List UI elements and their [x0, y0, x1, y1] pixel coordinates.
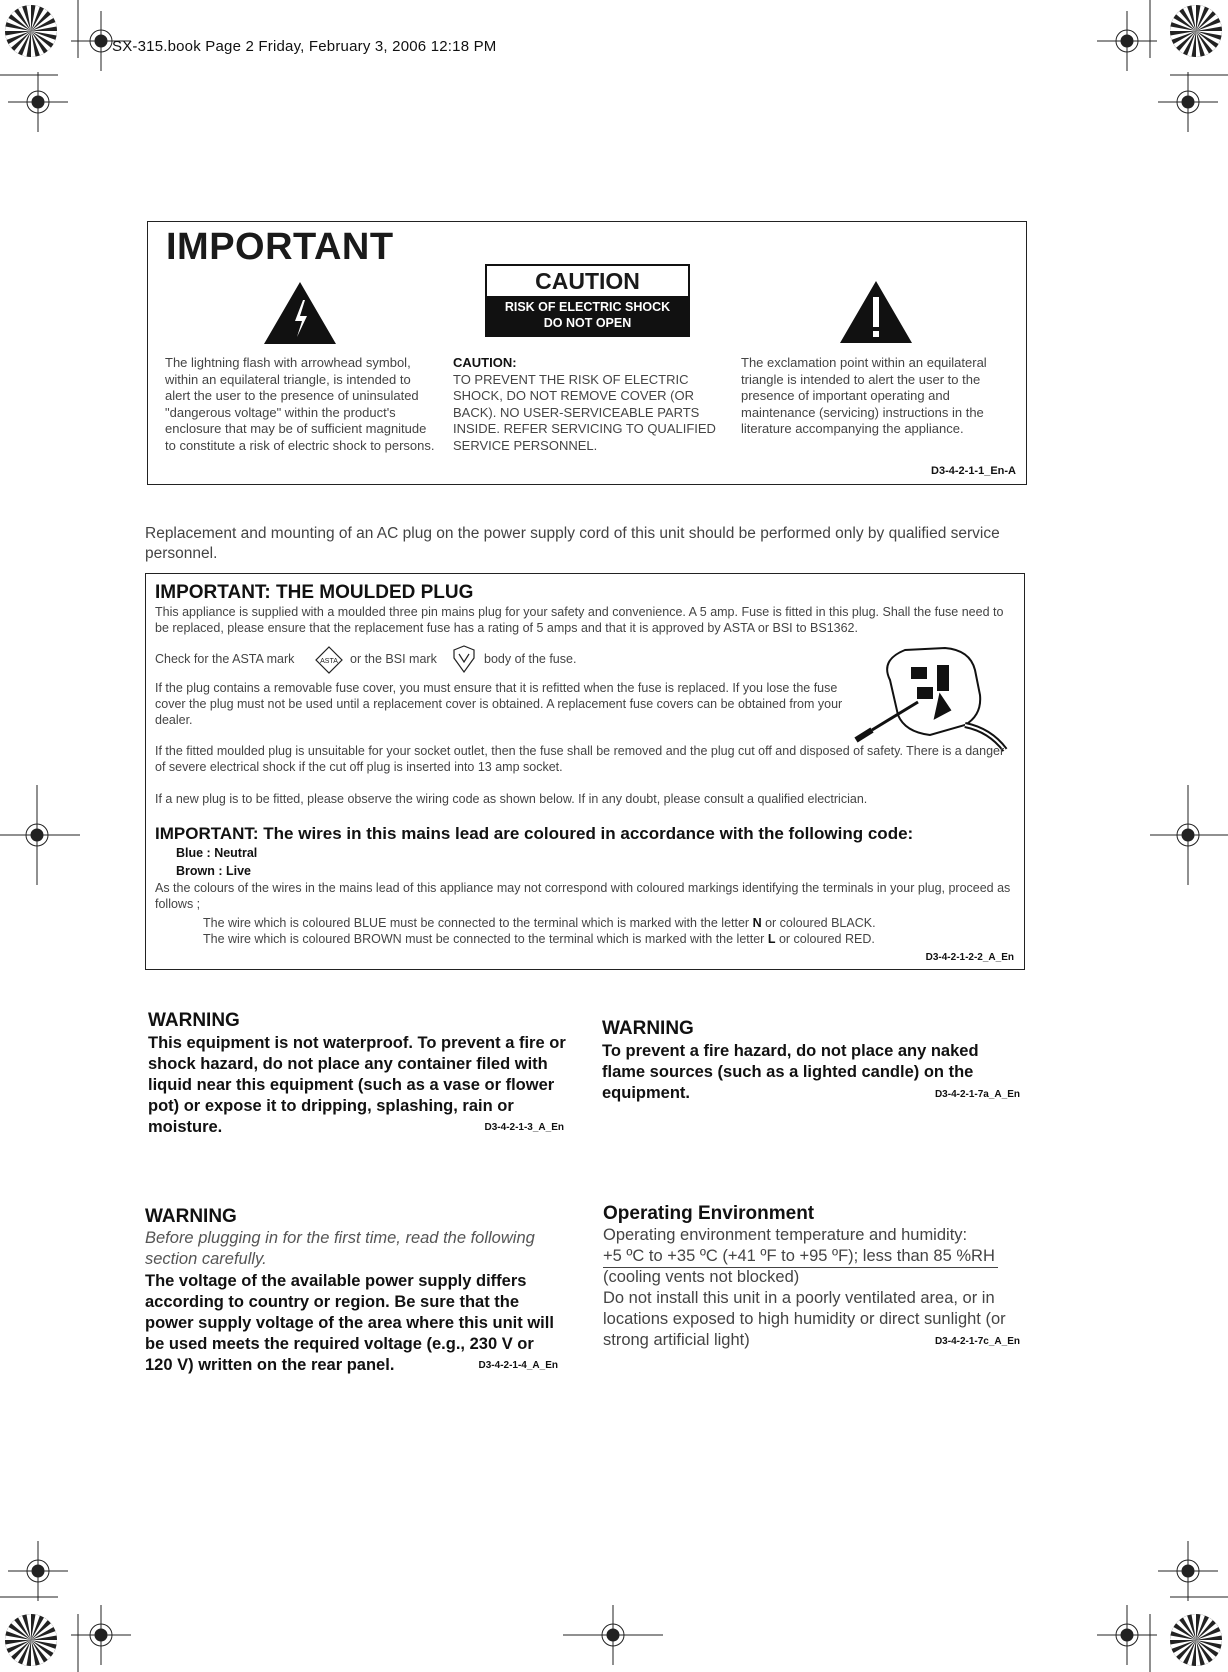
book-header: SX-315.book Page 2 Friday, February 3, 2006 12:18 PM	[112, 38, 497, 55]
starburst-target-icon	[1168, 1612, 1224, 1668]
brown-live: Brown : Live	[176, 864, 252, 878]
exclamation-description: The exclamation point within an equilateral triangle is intended to alert the user to the presence of important operating and maintenance (servicing) instructions in the literature accompanying the appliance.	[741, 355, 987, 436]
environment-line-3: (cooling vents not blocked)	[603, 1268, 800, 1286]
registration-target-icon	[8, 1541, 68, 1601]
blue-neutral: Blue : Neutral	[176, 846, 258, 860]
plug-title: IMPORTANT: THE MOULDED PLUG	[155, 582, 474, 603]
environment-line-1: Operating environment temperature and humidity:	[603, 1226, 968, 1244]
environment-text: Do not install this unit in a poorly ventilated area, or in locations exposed to high humidity or direct sunlight (or strong artificial light)	[603, 1289, 1006, 1349]
fuse-body-text: body of the fuse.	[484, 652, 577, 666]
starburst-target-icon	[3, 1612, 59, 1668]
wires-heading: IMPORTANT: The wires in this mains lead are coloured in accordance with the following code:	[155, 824, 914, 843]
registration-target-icon	[1097, 11, 1157, 71]
asta-mark-icon	[314, 645, 344, 675]
important-code: D3-4-2-1-1_En-A	[931, 465, 1016, 477]
warning-3-heading: WARNING	[145, 1206, 237, 1227]
plug-paragraph-4: If a new plug is to be fitted, please observe the wiring code as shown below. If in any doubt, please consult a qualified electrician.	[155, 792, 868, 806]
exclamation-warning-icon	[838, 279, 914, 345]
caution-label	[485, 264, 690, 337]
environment-heading: Operating Environment	[603, 1203, 815, 1224]
registration-target-icon	[1158, 1541, 1218, 1601]
replacement-notice: Replacement and mounting of an AC plug on the power supply cord of this unit should be performed only by qualified service personnel.	[145, 525, 1000, 562]
lightning-description: The lightning flash with arrowhead symbol, within an equilateral triangle, is intended to alert the user to the presence of uninsulated "dangerous voltage" within the product's enclosure that may be of sufficient magnitude to constitute a risk of electric shock to persons.	[165, 355, 435, 453]
caution-heading: CAUTION:	[453, 355, 517, 370]
registration-target-icon	[8, 72, 68, 132]
blue-wire-letter: N	[752, 916, 762, 930]
blue-wire-text: The wire which is coloured BLUE must be connected to the terminal which is marked with the letter	[203, 916, 753, 930]
warning-3-text: The voltage of the available power supply differs according to country or region. Be sure that the power supply voltage of the area where this unit will be used meets the required voltage (e.g., 230 V or 120 V) written on the rear panel.	[145, 1272, 554, 1374]
warning-1-code: D3-4-2-1-3_A_En	[484, 1122, 564, 1133]
plug-paragraph-5: As the colours of the wires in the mains lead of this appliance may not correspond with coloured markings identifying the terminals in your plug, proceed as follows ;	[155, 881, 1011, 911]
caution-body: TO PREVENT THE RISK OF ELECTRIC SHOCK, DO NOT REMOVE COVER (OR BACK). NO USER-SERVICEABLE PARTS INSIDE. REFER SERVICING TO QUALIFIED SERVICE PERSONNEL.	[453, 371, 716, 453]
registration-target-icon	[563, 1605, 663, 1665]
starburst-target-icon	[3, 3, 59, 59]
bsi-kitemark-icon	[451, 644, 477, 674]
plug-code: D3-4-2-1-2-2_A_En	[925, 952, 1014, 963]
blue-wire-instruction	[203, 915, 1013, 931]
warning-2-text: To prevent a fire hazard, do not place any naked flame sources (such as a lighted candle) on the equipment.	[602, 1042, 979, 1102]
warning-3-code: D3-4-2-1-4_A_En	[478, 1360, 558, 1371]
registration-target-icon	[0, 785, 80, 885]
starburst-target-icon	[1168, 3, 1224, 59]
important-title: IMPORTANT	[166, 226, 394, 268]
bsi-text: or the BSI mark	[350, 652, 437, 666]
caution-line-2: DO NOT OPEN	[543, 316, 632, 330]
asta-logo-text: ASTA	[320, 658, 338, 665]
plug-fuse-illustration	[850, 640, 1020, 755]
warning-3-italic: Before plugging in for the first time, read the following section carefully.	[145, 1229, 535, 1268]
brown-wire-instruction	[203, 931, 1013, 947]
brown-wire-letter: L	[767, 932, 776, 946]
asta-line	[155, 651, 294, 667]
registration-target-icon	[1097, 1605, 1157, 1665]
caution-title: CAUTION	[487, 266, 688, 296]
warning-2-code: D3-4-2-1-7a_A_En	[934, 1089, 1020, 1100]
plug-paragraph-3: If the fitted moulded plug is unsuitable for your socket outlet, then the fuse shall be removed and the plug cut off and disposed of safety. There is a danger of severe electrical shock if the cut off plug is inserted into 13 amp socket.	[155, 744, 1005, 774]
registration-target-icon	[1158, 72, 1218, 132]
caution-subtitle	[487, 296, 688, 335]
warning-1-text: This equipment is not waterproof. To prevent a fire or shock hazard, do not place any container filed with liquid near this equipment (such as a vase or flower pot) or expose it to dripping, splashing, rain or moisture.	[148, 1034, 566, 1136]
plug-paragraph-1: This appliance is supplied with a moulded three pin mains plug for your safety and convenience. A 5 amp. Fuse is fitted in this plug. Shall the fuse need to be replaced, please ensure that the replacement fuse has a rating of 5 amps and that it is approved by ASTA or BSI to BS1362.	[155, 605, 1004, 635]
plug-paragraph-2: If the plug contains a removable fuse cover, you must ensure that it is refitted when the fuse is replaced. If you lose the fuse cover the plug must not be used until a replacement cover is obtained. A replacement fuse covers can be obtained from your dealer.	[155, 681, 843, 727]
brown-wire-text: The wire which is coloured BROWN must be connected to the terminal which is marked with the letter	[203, 932, 768, 946]
lightning-warning-icon	[262, 280, 338, 346]
brown-wire-text-end: or coloured RED.	[775, 932, 875, 946]
environment-code: D3-4-2-1-7c_A_En	[934, 1336, 1020, 1347]
caution-description	[453, 355, 718, 454]
warning-2-heading: WARNING	[602, 1018, 694, 1039]
warning-1-heading: WARNING	[148, 1010, 240, 1031]
asta-text: Check for the ASTA mark	[155, 652, 295, 666]
registration-target-icon	[1150, 785, 1228, 885]
registration-target-icon	[71, 1605, 131, 1665]
caution-line-1: RISK OF ELECTRIC SHOCK	[504, 300, 671, 314]
environment-line-2: +5 ºC to +35 ºC (+41 ºF to +95 ºF); less than 85 %RH	[603, 1247, 995, 1265]
blue-wire-text-end: or coloured BLACK.	[761, 916, 876, 930]
